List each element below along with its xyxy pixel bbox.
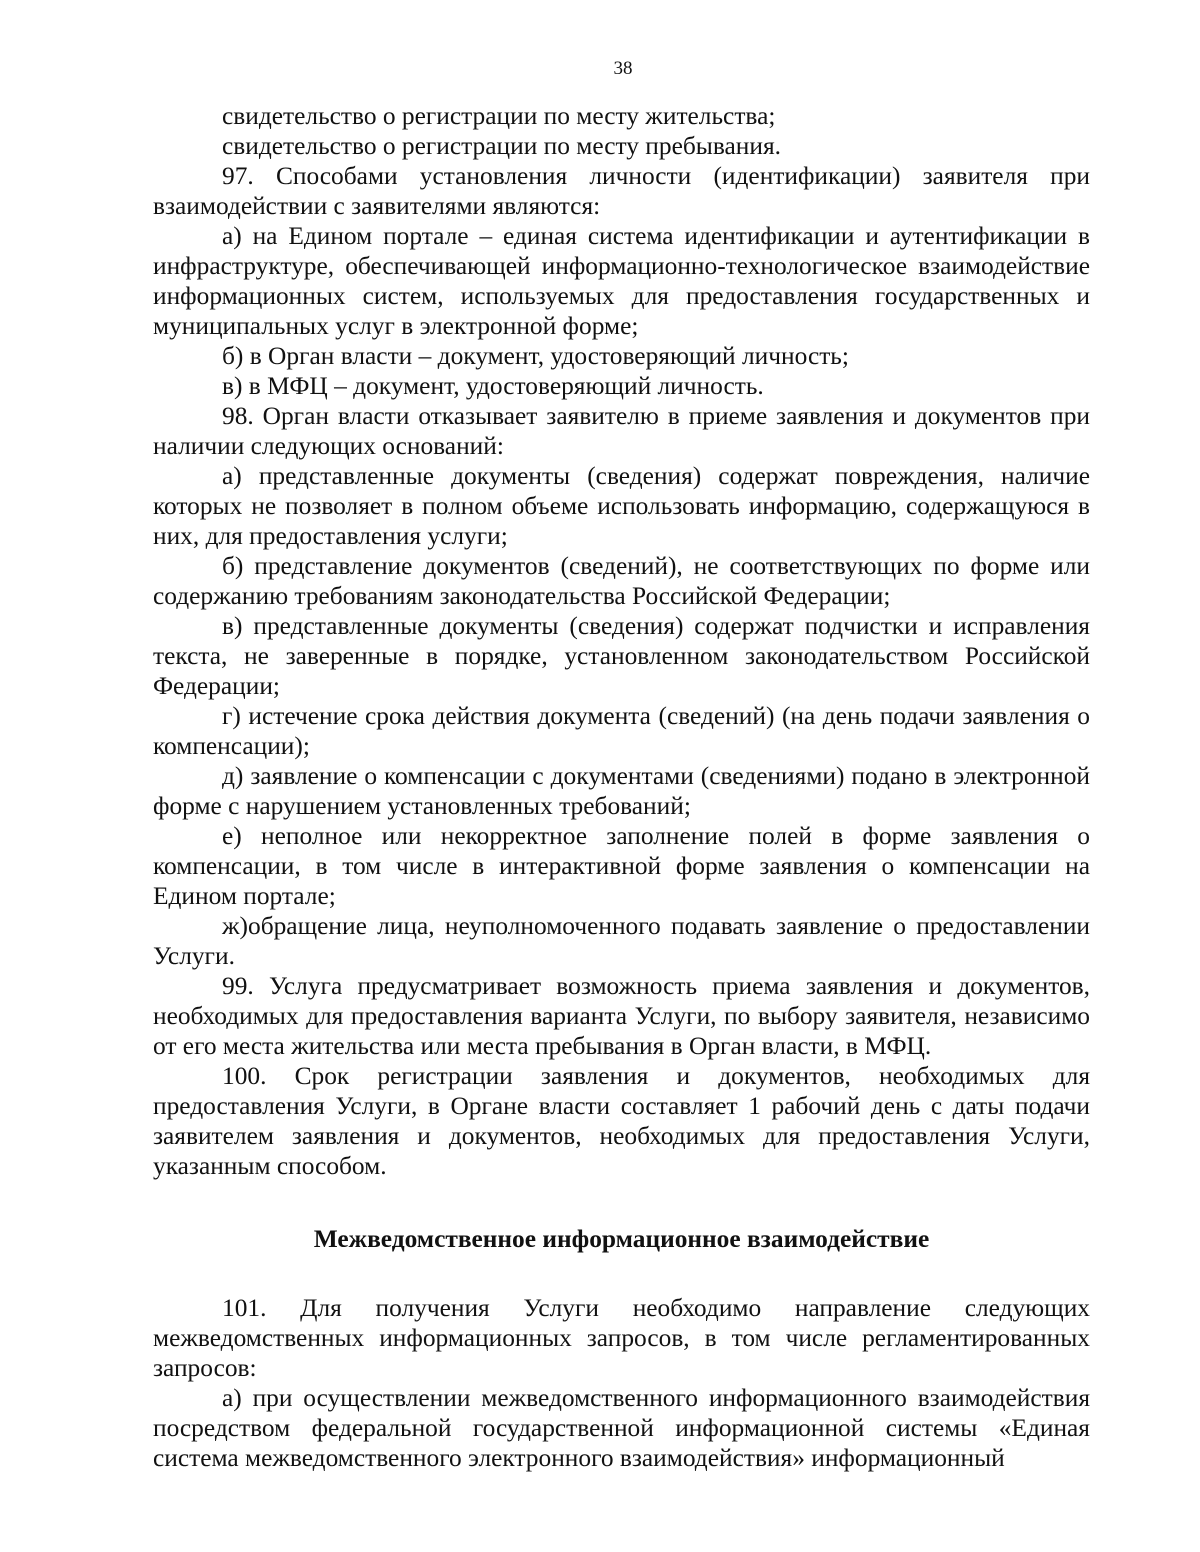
paragraph-100: 100. Срок регистрации заявления и документов, необходимых для предоставления Услуги, в Органе власти составляет 1 рабочий день с даты подачи заявителем заявления и документов, необходимых для предоставления Услуги, указанным способом. bbox=[153, 1062, 1090, 1180]
paragraph-97: 97. Способами установления личности (идентификации) заявителя при взаимодействии с заявителями являются: bbox=[153, 162, 1090, 220]
paragraph-registration-residence: свидетельство о регистрации по месту жительства; bbox=[222, 102, 776, 130]
paragraph-98: 98. Орган власти отказывает заявителю в приеме заявления и документов при наличии следующих оснований: bbox=[153, 402, 1090, 460]
paragraph-101: 101. Для получения Услуги необходимо направление следующих межведомственных информационных запросов, в том числе регламентированных запросов: bbox=[153, 1294, 1090, 1382]
paragraph-98-zh: ж)обращение лица, неуполномоченного подавать заявление о предоставлении Услуги. bbox=[153, 912, 1090, 970]
page-number: 38 bbox=[613, 58, 633, 79]
paragraph-101-a: а) при осуществлении межведомственного информационного взаимодействия посредством федеральной государственной информационной системы «Единая система межведомственного электронного взаимодействия» информационный bbox=[153, 1384, 1090, 1472]
paragraph-98-a: а) представленные документы (сведения) содержат повреждения, наличие которых не позволяет в полном объеме использовать информацию, содержащуюся в них, для предоставления услуги; bbox=[153, 462, 1090, 550]
paragraph-98-d: д) заявление о компенсации с документами (сведениями) подано в электронной форме с нарушением установленных требований; bbox=[153, 762, 1090, 820]
paragraph-98-b: б) представление документов (сведений), не соответствующих по форме или содержанию требованиям законодательства Российской Федерации; bbox=[153, 552, 1090, 610]
document-body bbox=[153, 101, 1090, 1473]
paragraph-97-b: б) в Орган власти – документ, удостоверяющий личность; bbox=[222, 342, 849, 370]
paragraph-98-v: в) представленные документы (сведения) содержат подчистки и исправления текста, не заверенные в порядке, установленном законодательством Российской Федерации; bbox=[153, 612, 1090, 700]
paragraph-98-e: е) неполное или некорректное заполнение полей в форме заявления о компенсации, в том числе в интерактивной форме заявления о компенсации на Едином портале; bbox=[153, 822, 1090, 910]
section-heading: Межведомственное информационное взаимодействие bbox=[313, 1225, 930, 1253]
paragraph-97-a: а) на Едином портале – единая система идентификации и аутентификации в инфраструктуре, обеспечивающей информационно-технологическое взаимодействие информационных систем, используемых для предоставления государственных и муниципальных услуг в электронной форме; bbox=[153, 222, 1090, 340]
paragraph-98-g: г) истечение срока действия документа (сведений) (на день подачи заявления о компенсации); bbox=[153, 702, 1090, 760]
paragraph-97-v: в) в МФЦ – документ, удостоверяющий личность. bbox=[222, 372, 764, 400]
paragraph-registration-stay: свидетельство о регистрации по месту пребывания. bbox=[222, 132, 781, 160]
paragraph-99: 99. Услуга предусматривает возможность приема заявления и документов, необходимых для предоставления варианта Услуги, по выбору заявителя, независимо от его места жительства или места пребывания в Орган власти, в МФЦ. bbox=[153, 972, 1090, 1060]
